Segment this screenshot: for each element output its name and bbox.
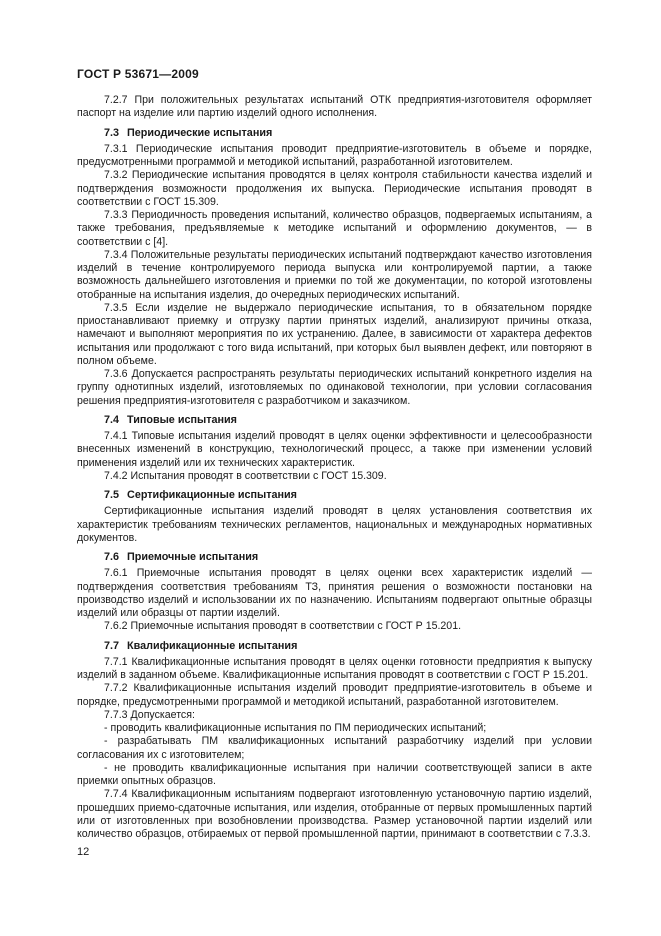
paragraph: 7.4.2 Испытания проводят в соответствии с ГОСТ 15.309. <box>104 469 387 482</box>
section-title: Типовые испытания <box>127 413 237 426</box>
section-title: Сертификационные испытания <box>127 489 297 501</box>
paragraph: 7.2.7 При положительных результатах испытаний ОТК предприятия-изготовителя оформляет паспорт на изделие или партию изделий одного исполнения. <box>77 94 592 120</box>
paragraph: 7.6.2 Приемочные испытания проводят в соответствии с ГОСТ Р 15.201. <box>104 620 462 633</box>
paragraph: - проводить квалификационные испытания по ПМ периодических испытаний; <box>104 722 487 734</box>
section-number: 7.7 <box>104 639 120 652</box>
paragraph: 7.7.4 Квалификационным испытаниям подвергают изготовленную установочную партию изделий, прошедших приемо-сдаточные испытания, или изделия, отобранные от первых промышленных партий или от изготовленных при возобновлении производства. Размер установочной партии изделий или количество образцов, отбираемых от первой промышленной партии, принимают в соответствии с 7.3.3. <box>77 788 592 840</box>
section-number: 7.3 <box>104 126 120 139</box>
paragraph: 7.7.1 Квалификационные испытания проводят в целях оценки готовности предприятия к выпуску изделий в заданном объеме. Квалификационные испытания проводят в соответствии с ГОСТ Р 15.201. <box>77 655 592 681</box>
document-header: ГОСТ Р 53671—2009 <box>77 67 199 81</box>
paragraph: 7.3.3 Периодичность проведения испытаний, количество образцов, подвергаемых испытаниям, а также требования, предъявляемые к методике испытаний и оформлению документов, — в соответствии с [4]. <box>77 209 592 248</box>
paragraph: 7.4.1 Типовые испытания изделий проводят в целях оценки эффективности и целесообразности внесенных изменений в конструкцию, технологический процесс, а также при изменении условий применения изделий или их технических характеристик. <box>77 430 592 469</box>
section-heading <box>77 414 592 427</box>
section-number: 7.5 <box>104 489 120 501</box>
page-body <box>77 94 592 841</box>
page-number: 12 <box>77 846 90 858</box>
section-title: Приемочные испытания <box>127 551 259 563</box>
section-number: 7.6 <box>104 551 120 563</box>
section-heading <box>77 640 592 653</box>
paragraph: 7.7.2 Квалификационные испытания изделий проводит предприятие-изготовитель в объеме и порядке, предусмотренными программой и методикой испытаний, разработанной изготовителем. <box>77 682 592 708</box>
paragraph: 7.7.3 Допускается: <box>104 708 195 721</box>
paragraph: - не проводить квалификационные испытания при наличии соответствующей записи в акте приемки опытных образцов. <box>77 761 592 787</box>
section-number: 7.4 <box>104 413 120 426</box>
paragraph: Сертификационные испытания изделий проводят в целях установления соответствия их характеристик требованиям технических регламентов, национальных и международных нормативных документов. <box>77 505 592 544</box>
paragraph: - разрабатывать ПМ квалификационных испытаний разработчику изделий при условии согласования их с изготовителем; <box>77 735 592 761</box>
section-heading <box>77 127 592 140</box>
paragraph: 7.6.1 Приемочные испытания проводят в целях оценки всех характеристик изделий — подтверждения соответствия требованиям ТЗ, принятия решения о возможности постановки на производство изделий и использовании их по назначению. Испытаниям подвергают опытные образцы изделий или образцы от партии изделий. <box>77 567 592 619</box>
section-heading <box>77 489 592 502</box>
section-title: Квалификационные испытания <box>127 639 298 652</box>
section-heading <box>77 551 592 564</box>
paragraph: 7.3.4 Положительные результаты периодических испытаний подтверждают качество изготовления изделий в течение контролируемого периода выпуска или контролируемой партии, а также возможность дальнейшего изготовления и приемки по той же документации, по которой изготовлены отобранные на испытания изделия, до очередных периодических испытаний. <box>77 248 592 301</box>
section-title: Периодические испытания <box>127 126 273 139</box>
paragraph: 7.3.2 Периодические испытания проводятся в целях контроля стабильности качества изделий и подтверждения возможности продолжения их выпуска. Периодические испытания проводят в соответствии с ГОСТ 15.309. <box>77 169 592 208</box>
paragraph: 7.3.1 Периодические испытания проводит предприятие-изготовитель в объеме и порядке, предусмотренными программой и методикой испытаний, разработанной изготовителем. <box>77 142 592 168</box>
paragraph: 7.3.6 Допускается распространять результаты периодических испытаний конкретного изделия на группу однотипных изделий, изготовляемых по одинаковой технологии, при условии согласования решения предприятия-изготовителя с разработчиком и заказчиком. <box>77 368 592 407</box>
paragraph: 7.3.5 Если изделие не выдержало периодические испытания, то в обязательном порядке приостанавливают приемку и отгрузку партии принятых изделий, анализируют причины отказа, намечают и выполняют мероприятия по их устранению. Далее, в зависимости от характера дефектов испытания или продолжают с того вида испытаний, при которых был выявлен дефект, или повторяют в полном объеме. <box>77 301 592 367</box>
